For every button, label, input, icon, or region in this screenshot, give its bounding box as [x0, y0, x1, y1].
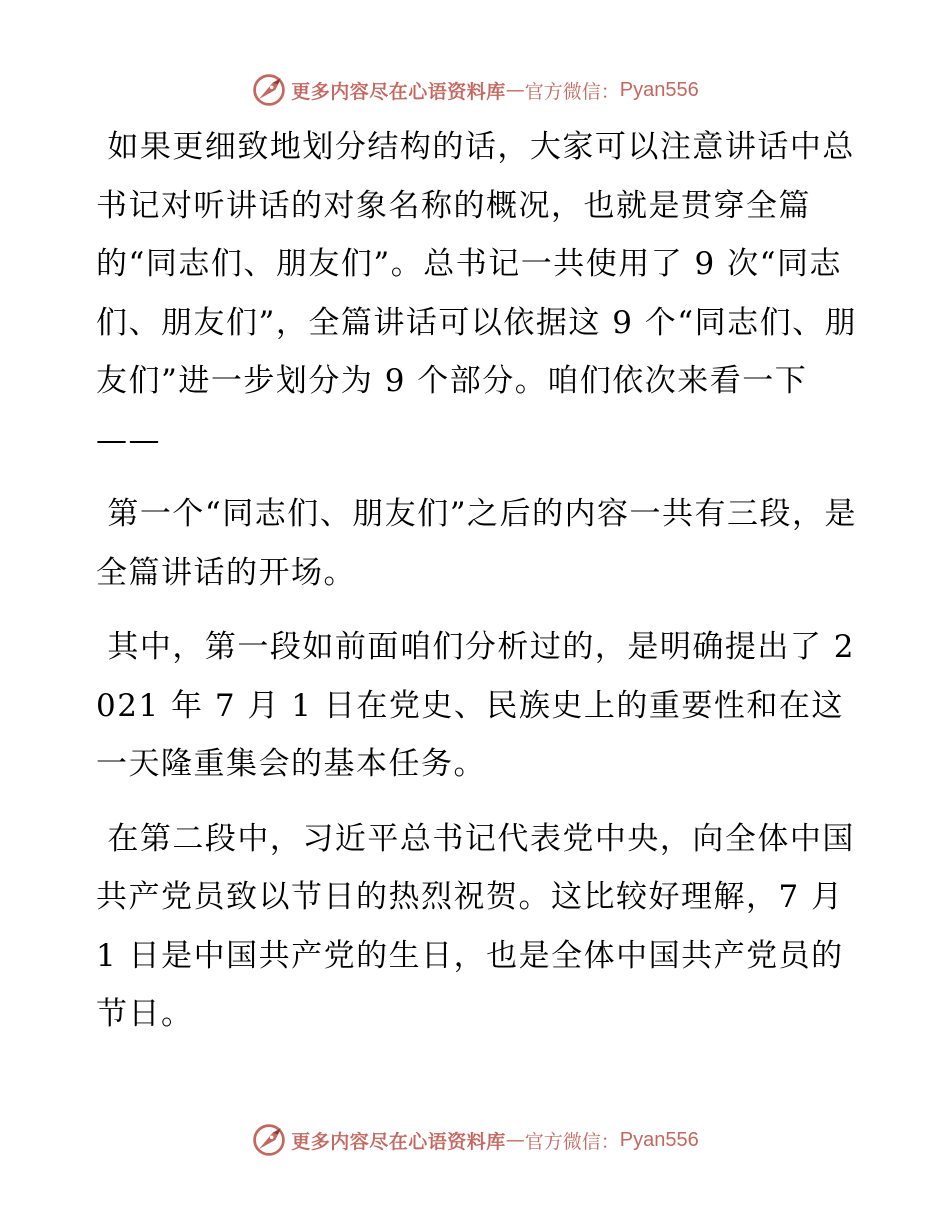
watermark-text: 更多内容尽在心语资料库 — [291, 80, 506, 103]
watermark-wechat-label: 官方微信： — [524, 80, 620, 103]
watermark-separator: — — [505, 79, 525, 101]
footer-watermark — [0, 1120, 950, 1160]
header-watermark — [0, 70, 950, 110]
watermark-wechat-id: Pyan556 — [619, 1128, 699, 1151]
watermark-text: 更多内容尽在心语资料库 — [291, 1130, 506, 1153]
pen-nib-logo-icon — [251, 1122, 287, 1158]
watermark-wechat-id: Pyan556 — [619, 78, 699, 101]
pen-nib-logo-icon — [251, 72, 287, 108]
watermark-wechat-label: 官方微信： — [524, 1130, 620, 1153]
paragraph-3: 其中，第一段如前面咱们分析过的，是明确提出了 2021 年 7 月 1 日在党史、民族史上的重要性和在这一天隆重集会的基本任务。 — [96, 629, 855, 782]
document-body — [96, 118, 866, 1044]
watermark-separator: — — [505, 1129, 525, 1151]
paragraph-1: 如果更细致地划分结构的话，大家可以注意讲话中总书记对听讲话的对象名称的概况，也就是贯穿全篇的“同志们、朋友们”。总书记一共使用了 9 次“同志们、朋友们”，全篇讲话可以依据这 9 个“同志们、朋友们”进一步划分为 9 个部分。咱们依次来看一下—— — [96, 129, 858, 458]
paragraph-4: 在第二段中，习近平总书记代表党中央，向全体中国共产党员致以节日的热烈祝贺。这比较好理解，7 月 1 日是中国共产党的生日，也是全体中国共产党员的节日。 — [96, 820, 855, 1032]
paragraph-2: 第一个“同志们、朋友们”之后的内容一共有三段，是全篇讲话的开场。 — [96, 496, 858, 591]
